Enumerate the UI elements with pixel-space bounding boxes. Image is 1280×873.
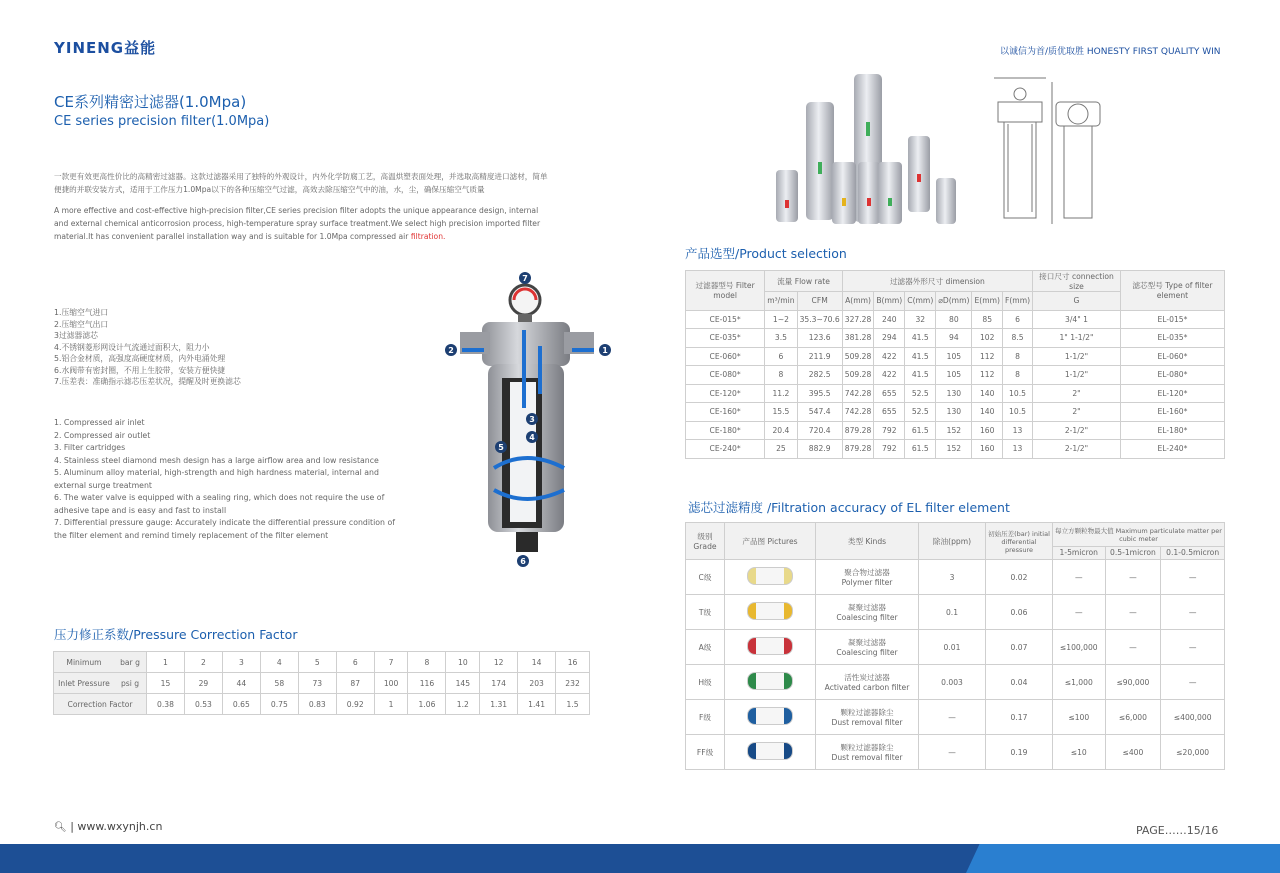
oil-cell: 0.01: [919, 630, 986, 665]
filtration-title: 滤芯过滤精度 /Filtration accuracy of EL filter element: [688, 500, 1010, 515]
table-cell: 13: [1002, 440, 1032, 459]
table-cell: 10.5: [1002, 403, 1032, 422]
table-cell: 381.28: [842, 329, 874, 348]
table-cell: 294: [874, 329, 905, 348]
grade-cell: A级: [686, 630, 725, 665]
table-cell: 152: [936, 440, 972, 459]
bar-value: 1: [147, 652, 185, 673]
grade-cell: FF级: [686, 735, 725, 770]
table-cell: 3/4" 1: [1033, 310, 1121, 329]
kind-cell: [816, 700, 919, 735]
oil-cell: 0.1: [919, 595, 986, 630]
particle-cell: —: [1161, 630, 1225, 665]
dp-cell: 0.04: [986, 665, 1053, 700]
cartridge-picture: [725, 735, 816, 770]
table-cell: 211.9: [797, 347, 842, 366]
table-cell: EL-080*: [1120, 366, 1224, 385]
table-cell: 422: [874, 347, 905, 366]
col-element: 滤芯型号 Type of filter element: [1120, 271, 1224, 311]
table-cell: 94: [936, 329, 972, 348]
table-row: [686, 366, 1225, 385]
factor-value: 0.65: [222, 694, 260, 715]
footer-accent: [966, 844, 1280, 873]
table-cell: CE-160*: [686, 403, 765, 422]
table-cell: 1-1/2": [1033, 347, 1121, 366]
particle-cell: —: [1053, 595, 1106, 630]
particle-cell: —: [1161, 595, 1225, 630]
oil-cell: 3: [919, 560, 986, 595]
unit-bar: bar g: [114, 652, 147, 673]
factor-value: 1.06: [408, 694, 446, 715]
table-row: [686, 595, 1225, 630]
website-url: | www.wxynjh.cn: [70, 820, 163, 833]
table-cell: 8: [765, 366, 797, 385]
particle-cell: —: [1161, 560, 1225, 595]
label-inlet: Inlet Pressure: [54, 673, 115, 694]
table-row: [686, 310, 1225, 329]
sub-header: 0.5-1micron: [1105, 546, 1161, 559]
table-cell: 112: [972, 347, 1003, 366]
bar-value: 10: [446, 652, 480, 673]
table-cell: CE-180*: [686, 421, 765, 440]
oil-cell: 0.003: [919, 665, 986, 700]
table-row: [686, 403, 1225, 422]
table-cell: 130: [936, 403, 972, 422]
factor-value: 0.92: [336, 694, 374, 715]
filter-cartridge-icon: [747, 742, 793, 760]
factor-value: 1.5: [556, 694, 590, 715]
sub-header: 1-5micron: [1053, 546, 1106, 559]
feature-cn-item: 3过滤器滤芯: [54, 331, 98, 340]
table-cell: EL-015*: [1120, 310, 1224, 329]
particle-cell: ≤1,000: [1053, 665, 1106, 700]
psi-value: 174: [480, 673, 518, 694]
table-cell: 20.4: [765, 421, 797, 440]
table-cell: 15.5: [765, 403, 797, 422]
brand-logo: YINENG益能: [54, 39, 157, 57]
intro-en-red: filtration.: [410, 232, 446, 241]
table-cell: CE-060*: [686, 347, 765, 366]
psi-value: 232: [556, 673, 590, 694]
filter-technical-drawing: [990, 72, 1110, 232]
bar-value: 6: [336, 652, 374, 673]
table-cell: 2": [1033, 384, 1121, 403]
filter-cartridge-icon: [747, 672, 793, 690]
table-cell: 8: [1002, 347, 1032, 366]
diagram-label: 6: [520, 557, 526, 566]
col-dimension: 过滤器外形尺寸 dimension: [842, 271, 1032, 292]
table-cell: 32: [905, 310, 936, 329]
cartridge-picture: [725, 595, 816, 630]
product-selection-table: [685, 270, 1225, 459]
sub-header: ⌀D(mm): [936, 292, 972, 311]
kind-en: Activated carbon filter: [824, 683, 910, 692]
factor-value: 0.53: [184, 694, 222, 715]
table-cell: 41.5: [905, 347, 936, 366]
table-cell: 1" 1-1/2": [1033, 329, 1121, 348]
factor-value: 1.2: [446, 694, 480, 715]
dp-cell: 0.07: [986, 630, 1053, 665]
table-row: [686, 440, 1225, 459]
kind-en: Polymer filter: [841, 578, 893, 587]
kind-en: Dust removal filter: [831, 718, 903, 727]
table-cell: 1~2: [765, 310, 797, 329]
feature-en-item: 7. Differential pressure gauge: Accurately indicate the differential pressure condition of the filter element and remind timely replacement of the filter element: [54, 518, 395, 540]
table-cell: 152: [936, 421, 972, 440]
table-cell: 61.5: [905, 421, 936, 440]
feature-cn-item: 2.压缩空气出口: [54, 319, 109, 329]
feature-cn-item: 6.水阀带有密封圈，不用上生胶带，安装方便快捷: [54, 365, 226, 375]
feature-cn-item: 7.压差表：准确指示滤芯压差状况，提醒及时更换滤芯: [54, 377, 241, 386]
table-cell: 105: [936, 347, 972, 366]
cartridge-picture: [725, 665, 816, 700]
kind-cell: [816, 665, 919, 700]
sub-header: 0.1-0.5micron: [1161, 546, 1225, 559]
grade-cell: T级: [686, 595, 725, 630]
kind-cn: 活性炭过滤器: [844, 673, 890, 682]
grade-cell: H级: [686, 665, 725, 700]
psi-value: 87: [336, 673, 374, 694]
table-cell: 130: [936, 384, 972, 403]
particle-cell: ≤90,000: [1105, 665, 1161, 700]
bar-value: 2: [184, 652, 222, 673]
table-cell: 6: [765, 347, 797, 366]
feature-cn-item: 1.压缩空气进口: [54, 308, 109, 317]
kind-cell: [816, 560, 919, 595]
table-cell: CE-120*: [686, 384, 765, 403]
psi-value: 116: [408, 673, 446, 694]
table-cell: EL-180*: [1120, 421, 1224, 440]
sub-header: F(mm): [1002, 292, 1032, 311]
filter-cartridge-icon: [747, 567, 793, 585]
psi-value: 100: [374, 673, 408, 694]
table-cell: 140: [972, 384, 1003, 403]
filter-cartridge-icon: [747, 637, 793, 655]
diagram-label: 2: [448, 346, 454, 355]
slogan: 以诚信为首/质优取胜 HONESTY FIRST QUALITY WIN: [1000, 47, 1221, 57]
cartridge-picture: [725, 630, 816, 665]
kind-cell: [816, 595, 919, 630]
table-cell: 792: [874, 440, 905, 459]
table-cell: 2": [1033, 403, 1121, 422]
sub-header: E(mm): [972, 292, 1003, 311]
table-cell: 8.5: [1002, 329, 1032, 348]
particle-cell: —: [1105, 595, 1161, 630]
table-cell: 41.5: [905, 329, 936, 348]
table-cell: EL-035*: [1120, 329, 1224, 348]
table-cell: 52.5: [905, 403, 936, 422]
table-row: [686, 384, 1225, 403]
table-cell: EL-160*: [1120, 403, 1224, 422]
table-cell: 25: [765, 440, 797, 459]
factor-value: 0.75: [260, 694, 298, 715]
kind-en: Coalescing filter: [836, 648, 898, 657]
intro-cn: 一款更有效更高性价比的高精密过滤器。这款过滤器采用了独特的外观设计，内外化学防腐工艺，高温烘塑表面处理，并选取高精度进口滤材，简单便捷的并联安装方式，适用于工作压力1.0Mpa以下的各种压缩空气过滤，高效去除压缩空气中的油，水，尘，确保压缩空气质量: [54, 172, 548, 194]
cartridge-picture: [725, 700, 816, 735]
table-cell: EL-120*: [1120, 384, 1224, 403]
dp-cell: 0.06: [986, 595, 1053, 630]
bar-value: 7: [374, 652, 408, 673]
oil-cell: —: [919, 735, 986, 770]
psi-value: 44: [222, 673, 260, 694]
table-cell: 80: [936, 310, 972, 329]
intro-en-main: A more effective and cost-effective high-precision filter,CE series precision filter adopts the unique appearance design, internal and external chemical anticorrosion process, high-temperature spray surface treatment.We select high precision imported filter material.It has convenient parallel installation way and is suitable for 1.0Mpa compressed air: [54, 206, 541, 241]
feature-en-item: 5. Aluminum alloy material, high-strength and high hardness material, internal and external surge treatment: [54, 468, 379, 490]
feature-en-item: 1. Compressed air inlet: [54, 418, 145, 427]
psi-value: 145: [446, 673, 480, 694]
kind-cn: 聚合物过滤器: [844, 568, 890, 577]
psi-value: 73: [298, 673, 336, 694]
table-cell: 509.28: [842, 347, 874, 366]
psi-value: 203: [518, 673, 556, 694]
table-cell: CE-240*: [686, 440, 765, 459]
sub-header: m³/min: [765, 292, 797, 311]
col-dp: 初始压差(bar) initial differential pressure: [986, 523, 1053, 560]
table-row: [686, 630, 1225, 665]
table-cell: 11.2: [765, 384, 797, 403]
table-row: [686, 329, 1225, 348]
particle-cell: ≤6,000: [1105, 700, 1161, 735]
table-cell: 112: [972, 366, 1003, 385]
grade-cell: C级: [686, 560, 725, 595]
oil-cell: —: [919, 700, 986, 735]
psi-value: 29: [184, 673, 222, 694]
table-cell: 882.9: [797, 440, 842, 459]
table-cell: 792: [874, 421, 905, 440]
table-cell: 1-1/2": [1033, 366, 1121, 385]
table-cell: 6: [1002, 310, 1032, 329]
factor-value: 0.83: [298, 694, 336, 715]
table-cell: 655: [874, 403, 905, 422]
sub-header: G: [1033, 292, 1121, 311]
kind-en: Dust removal filter: [831, 753, 903, 762]
table-row: [686, 665, 1225, 700]
psi-value: 15: [147, 673, 185, 694]
table-cell: 3.5: [765, 329, 797, 348]
col-flow: 流量 Flow rate: [765, 271, 843, 292]
particle-cell: —: [1105, 560, 1161, 595]
diagram-label: 4: [529, 433, 535, 442]
table-cell: 2-1/2": [1033, 421, 1121, 440]
feature-cn-item: 4.不锈钢菱形网设计气流通过面积大，阻力小: [54, 342, 210, 352]
col-max: 每立方颗粒物最大值 Maximum particulate matter per cubic meter: [1053, 523, 1225, 547]
particle-cell: ≤400,000: [1161, 700, 1225, 735]
bar-value: 5: [298, 652, 336, 673]
bar-value: 16: [556, 652, 590, 673]
kind-cn: 颗粒过滤器除尘: [840, 743, 894, 752]
page-title-en: CE series precision filter(1.0Mpa): [54, 114, 270, 129]
kind-cell: [816, 630, 919, 665]
diagram-label: 5: [498, 443, 504, 452]
feature-en-item: 4. Stainless steel diamond mesh design has a large airflow area and low resistance: [54, 455, 379, 465]
table-cell: 102: [972, 329, 1003, 348]
col-connection: 接口尺寸 connection size: [1033, 271, 1121, 292]
intro-en: [54, 204, 554, 243]
psi-value: 58: [260, 673, 298, 694]
bar-value: 3: [222, 652, 260, 673]
table-cell: 105: [936, 366, 972, 385]
product-selection-title: 产品选型/Product selection: [685, 246, 847, 261]
features-cn-list: [54, 307, 409, 388]
col-kinds: 类型 Kinds: [816, 523, 919, 560]
table-cell: 422: [874, 366, 905, 385]
dp-cell: 0.02: [986, 560, 1053, 595]
table-row: [686, 560, 1225, 595]
diagram-label: 1: [602, 346, 608, 355]
label-minimum: Minimum: [54, 652, 115, 673]
dp-cell: 0.17: [986, 700, 1053, 735]
table-cell: 140: [972, 403, 1003, 422]
table-cell: 509.28: [842, 366, 874, 385]
unit-psi: psi g: [114, 673, 147, 694]
feature-cn-item: 5.铝合金材质，高强度高硬度材质，内外电涌处理: [54, 354, 226, 363]
grade-cell: F级: [686, 700, 725, 735]
kind-cn: 凝聚过滤器: [848, 603, 886, 612]
table-cell: 395.5: [797, 384, 842, 403]
label-factor: Correction Factor: [54, 694, 147, 715]
kind-cn: 颗粒过滤器除尘: [840, 708, 894, 717]
filter-cartridge-icon: [747, 707, 793, 725]
dp-cell: 0.19: [986, 735, 1053, 770]
table-row: [686, 421, 1225, 440]
factor-value: 1: [374, 694, 408, 715]
col-oil: 除油(ppm): [919, 523, 986, 560]
kind-en: Coalescing filter: [836, 613, 898, 622]
filter-cartridge-icon: [747, 602, 793, 620]
particle-cell: ≤20,000: [1161, 735, 1225, 770]
table-cell: 41.5: [905, 366, 936, 385]
cartridge-picture: [725, 560, 816, 595]
col-model: 过滤器型号 Filter model: [686, 271, 765, 311]
col-pictures: 产品图 Pictures: [725, 523, 816, 560]
table-cell: 547.4: [797, 403, 842, 422]
bar-value: 14: [518, 652, 556, 673]
table-cell: 282.5: [797, 366, 842, 385]
page-number: PAGE……15/16: [1136, 824, 1219, 837]
table-cell: EL-240*: [1120, 440, 1224, 459]
table-cell: CE-080*: [686, 366, 765, 385]
table-cell: 85: [972, 310, 1003, 329]
particle-cell: ≤400: [1105, 735, 1161, 770]
table-cell: 655: [874, 384, 905, 403]
table-cell: 2-1/2": [1033, 440, 1121, 459]
col-grade: 级别 Grade: [686, 523, 725, 560]
particle-cell: —: [1161, 665, 1225, 700]
bar-value: 4: [260, 652, 298, 673]
feature-en-item: 3. Filter cartridges: [54, 443, 126, 452]
pressure-title: 压力修正系数/Pressure Correction Factor: [54, 627, 298, 642]
bar-value: 12: [480, 652, 518, 673]
particle-cell: ≤100,000: [1053, 630, 1106, 665]
pressure-table: [53, 651, 590, 715]
table-cell: CE-035*: [686, 329, 765, 348]
particle-cell: —: [1105, 630, 1161, 665]
bar-value: 8: [408, 652, 446, 673]
sub-header: CFM: [797, 292, 842, 311]
table-cell: 8: [1002, 366, 1032, 385]
kind-cn: 凝聚过滤器: [848, 638, 886, 647]
search-icon: 🔍︎: [54, 822, 67, 833]
sub-header: B(mm): [874, 292, 905, 311]
table-row: [686, 735, 1225, 770]
factor-value: 0.38: [147, 694, 185, 715]
table-cell: 35.3~70.6: [797, 310, 842, 329]
particle-cell: —: [1053, 560, 1106, 595]
table-cell: 61.5: [905, 440, 936, 459]
table-cell: 879.28: [842, 421, 874, 440]
table-cell: 879.28: [842, 440, 874, 459]
table-cell: 742.28: [842, 403, 874, 422]
filter-product-photos: [770, 62, 970, 227]
factor-value: 1.41: [518, 694, 556, 715]
table-cell: 160: [972, 421, 1003, 440]
diagram-label: 7: [522, 274, 528, 283]
feature-en-item: 6. The water valve is equipped with a sealing ring, which does not require the use of adhesive tape and is easy and fast to install: [54, 493, 385, 515]
website[interactable]: [54, 820, 162, 833]
particle-cell: ≤100: [1053, 700, 1106, 735]
table-cell: CE-015*: [686, 310, 765, 329]
table-cell: 742.28: [842, 384, 874, 403]
feature-en-item: 2. Compressed air outlet: [54, 430, 151, 440]
table-cell: 123.6: [797, 329, 842, 348]
table-cell: 160: [972, 440, 1003, 459]
table-cell: 10.5: [1002, 384, 1032, 403]
table-cell: 52.5: [905, 384, 936, 403]
table-row: [686, 347, 1225, 366]
table-cell: 13: [1002, 421, 1032, 440]
factor-value: 1.31: [480, 694, 518, 715]
filtration-table: [685, 522, 1225, 770]
particle-cell: ≤10: [1053, 735, 1106, 770]
kind-cell: [816, 735, 919, 770]
table-cell: 240: [874, 310, 905, 329]
table-cell: 720.4: [797, 421, 842, 440]
table-cell: EL-060*: [1120, 347, 1224, 366]
sub-header: C(mm): [905, 292, 936, 311]
table-cell: 327.28: [842, 310, 874, 329]
page-title-cn: CE系列精密过滤器(1.0Mpa): [54, 93, 247, 111]
features-en-list: [54, 417, 409, 542]
filter-cutaway-diagram: [440, 268, 620, 573]
diagram-label: 3: [529, 415, 535, 424]
table-row: [686, 700, 1225, 735]
sub-header: A(mm): [842, 292, 874, 311]
